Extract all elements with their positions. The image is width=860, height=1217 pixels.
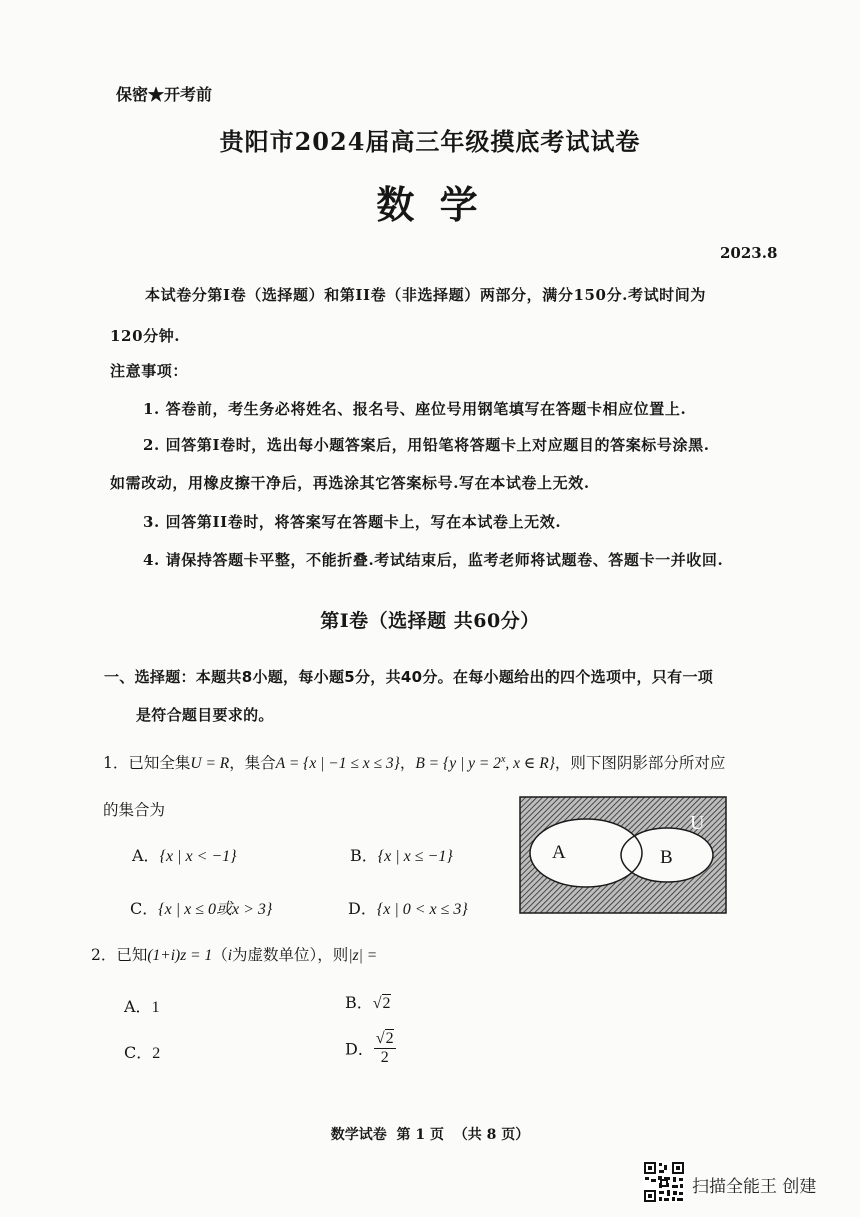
confidential-label: 保密★开考前 [116, 85, 213, 104]
q1-option-d-label: D． [348, 899, 377, 918]
q1-stem-text-1: 1．已知全集 [103, 754, 191, 772]
q2-option-d-numerator: √2 [375, 1030, 394, 1047]
venn-label-u: U [690, 812, 705, 834]
part1-title: 第I卷（选择题 共60分） [320, 610, 540, 632]
q1-stem-text-3: ，则下图阴影部分所对应 [554, 754, 726, 772]
q2-stem-text-2: （ [212, 946, 228, 964]
q1-stem-text-2: ，集合 [229, 754, 276, 772]
q2-option-a-label: A． [124, 997, 152, 1016]
q2-option-a [124, 994, 160, 1017]
venn-label-a: A [552, 842, 566, 863]
note-item-3: 3. 回答第II卷时，将答案写在答题卡上，写在本试卷上无效. [143, 513, 562, 531]
q2-equation: (1+i)z = 1 [147, 947, 213, 964]
q1-option-a [132, 843, 237, 866]
note-item-2: 2. 回答第I卷时，选出每小题答案后，用铅笔将答题卡上对应题目的答案标号涂黑. [143, 436, 710, 454]
q2-stem-text-1: 2．已知 [91, 946, 148, 964]
q2-option-d-denominator: 2 [380, 1048, 389, 1066]
q2-option-b-radicand: 2 [382, 995, 391, 1012]
q1-option-c [130, 896, 272, 919]
q1-option-c-text: {x | x ≤ 0或x > 3} [158, 901, 273, 918]
q2-option-b-label: B． [345, 993, 373, 1012]
q1-option-b-text: {x | x ≤ −1} [377, 848, 453, 865]
q1-set-b-end: , x ∈ R} [505, 755, 555, 772]
q1-universe-set: U = R [190, 755, 230, 772]
note-item-4: 4. 请保持答题卡平整，不能折叠.考试结束后，监考老师将试题卷、答题卡一并收回. [143, 551, 724, 569]
q1-set-b: B = {y | y = 2 [415, 755, 501, 772]
q2-option-d-fraction [374, 1030, 396, 1066]
q1-set-b-exponent: x [500, 753, 506, 765]
q2-modulus: |z| = [348, 947, 378, 964]
note-item-1: 1. 答卷前，考生务必将姓名、报名号、座位号用钢笔填写在答题卡相应位置上. [143, 400, 687, 418]
q1-option-b-label: B． [350, 846, 378, 865]
q2-stem-text-3: 为虚数单位），则 [232, 946, 349, 964]
q1-stem [103, 751, 725, 773]
venn-label-b: B [660, 847, 673, 868]
page-footer: 数学试卷 第 1 页 （共 8 页） [330, 1127, 530, 1143]
q2-option-a-text: 1 [151, 999, 160, 1016]
q1-set-a: A = {x | −1 ≤ x ≤ 3} [275, 755, 400, 772]
notes-heading: 注意事项： [110, 362, 189, 380]
section1-line-2: 是符合题目要求的。 [136, 706, 274, 724]
q2-option-d-label: D． [345, 1039, 374, 1059]
q1-venn-diagram [516, 795, 730, 915]
q2-option-c-label: C． [124, 1043, 153, 1062]
q2-option-c [124, 1040, 160, 1063]
intro-line-2: 120分钟. [110, 327, 181, 345]
q1-option-b [350, 843, 453, 866]
subject-title: 数 学 [376, 182, 484, 227]
q2-option-d [345, 1030, 396, 1066]
qr-code-icon [643, 1161, 685, 1203]
q2-option-d-radicand: 2 [385, 1030, 394, 1047]
q1-stem-comma: ， [399, 754, 416, 772]
section1-line-1: 一、选择题：本题共8小题，每小题5分，共40分。在每小题给出的四个选项中，只有一项 [104, 668, 714, 686]
intro-line-1: 本试卷分第I卷（选择题）和第II卷（非选择题）两部分，满分150分.考试时间为 [145, 286, 706, 304]
q1-option-a-text: {x | x < −1} [159, 848, 237, 865]
q2-option-c-text: 2 [152, 1045, 161, 1062]
q2-option-b [345, 990, 391, 1013]
q1-option-d [348, 896, 468, 919]
q2-option-b-sqrt: √2 [372, 995, 391, 1012]
scanner-watermark: 扫描全能王 创建 [692, 1177, 817, 1197]
q1-option-c-label: C． [130, 899, 159, 918]
q1-stem-line-2: 的集合为 [103, 801, 166, 819]
q2-imaginary-unit: i [227, 947, 233, 964]
exam-title: 贵阳市2024届高三年级摸底考试试卷 [219, 127, 641, 156]
q1-option-d-text: {x | 0 < x ≤ 3} [376, 901, 468, 918]
note-item-2-continued: 如需改动，用橡皮擦干净后，再选涂其它答案标号.写在本试卷上无效. [110, 474, 590, 492]
exam-date: 2023.8 [720, 244, 778, 262]
q1-option-a-label: A． [132, 846, 160, 865]
q2-stem [91, 943, 377, 965]
